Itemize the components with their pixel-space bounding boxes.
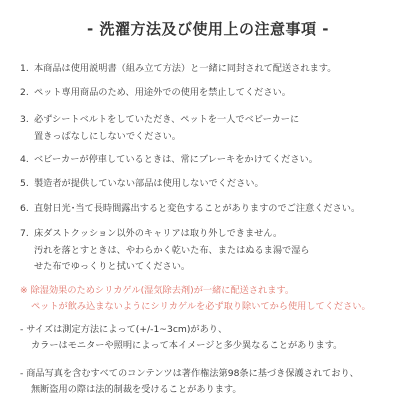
item-text: 製造者が提供していない部品は使用しないでください。	[34, 178, 264, 189]
warning-mark: ※	[20, 285, 28, 296]
item-number: 6.	[20, 203, 29, 214]
item-text: 直射日光･当て長時間露出すると変色することがありますのでご注意ください。	[34, 203, 361, 214]
warning-text: 除湿効果のためシリカゲル(湿気除去剤)が一緒に配送されます。	[30, 285, 295, 296]
numbered-item-3	[20, 111, 299, 145]
note-dash: -	[20, 324, 24, 335]
warning-text-continued: ペットが飲み込まないようにシリカゲルを必ず取り除いてから使用してください。	[31, 301, 371, 312]
item-number: 1.	[20, 63, 29, 74]
note-text: 商品写真を含むすべてのコンテンツは著作権法第98条に基づき保護されており、	[26, 368, 359, 379]
numbered-item-5	[20, 177, 264, 190]
item-text: ベビーカーが停車しているときは、常にブレーキをかけてください。	[34, 154, 318, 165]
page-title: - 洗濯方法及び使用上の注意事項 -	[87, 20, 329, 38]
item-text-continued: せた布でゆっくりと拭いてください。	[34, 261, 191, 272]
item-text-continued: 汚れを落とすときは、やわらかく乾いた布、またはぬるま湯で湿ら	[34, 244, 310, 256]
numbered-item-2	[20, 86, 291, 99]
item-number: 5.	[20, 178, 29, 189]
item-text: 本商品は使用説明書（組み立て方法）と一緒に同封されて配送されます。	[34, 63, 337, 74]
item-text: ペット専用商品のため、用途外での使用を禁止してください。	[34, 87, 291, 98]
copyright-note	[20, 366, 359, 398]
numbered-item-7	[20, 226, 310, 276]
item-text-continued: 置きっぱなしにしないでください。	[34, 131, 181, 142]
item-number: 3.	[20, 114, 29, 125]
silica-gel-warning	[20, 283, 371, 315]
note-dash: -	[20, 368, 24, 379]
numbered-item-1	[20, 62, 336, 75]
item-number: 2.	[20, 87, 29, 98]
item-number: 7.	[20, 228, 29, 239]
size-color-note	[20, 322, 342, 354]
numbered-item-4	[20, 153, 318, 166]
item-text: 床ダストクッション以外のキャリアは取り外しできません。	[34, 228, 283, 239]
note-text-continued: 無断盗用の際は法的制裁を受けることがあります。	[31, 384, 242, 395]
note-text-continued: カラーはモニターや照明によって本イメージと多少異なることがあります。	[31, 340, 343, 351]
item-number: 4.	[20, 154, 29, 165]
note-text: サイズは測定方法によって(+/-1~3cm)があり、	[26, 324, 228, 335]
item-text: 必ずシートベルトをしていただき、ペットを一人でベビーカーに	[34, 114, 300, 125]
numbered-item-6	[20, 202, 360, 215]
